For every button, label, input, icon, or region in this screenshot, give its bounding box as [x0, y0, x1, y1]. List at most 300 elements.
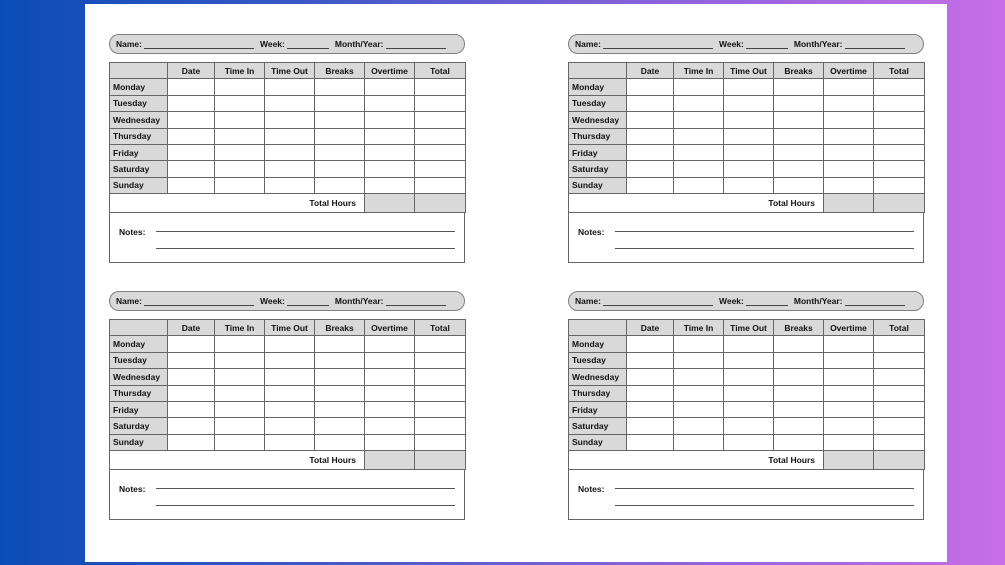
day-label: Sunday [569, 177, 627, 193]
day-label: Sunday [569, 434, 627, 450]
table-row [569, 369, 925, 385]
week-field[interactable] [746, 40, 788, 49]
timesheet-card-2 [568, 34, 924, 263]
notes-box[interactable] [109, 470, 465, 520]
overtime-cell[interactable] [824, 385, 874, 401]
time-out-cell[interactable] [265, 434, 315, 450]
time-in-cell[interactable] [674, 369, 724, 385]
table-header-row [569, 320, 925, 336]
time-out-cell[interactable] [724, 401, 774, 417]
total-cell[interactable] [874, 128, 925, 144]
overtime-cell[interactable] [365, 434, 415, 450]
total-overtime-cell[interactable] [365, 194, 415, 213]
time-out-cell[interactable] [724, 112, 774, 128]
time-in-cell[interactable] [215, 385, 265, 401]
date-cell[interactable] [168, 434, 215, 450]
day-label: Friday [569, 401, 627, 417]
table-row [569, 385, 925, 401]
date-cell[interactable] [627, 369, 674, 385]
time-in-cell[interactable] [674, 352, 724, 368]
time-in-cell[interactable] [674, 112, 724, 128]
time-in-cell[interactable] [674, 95, 724, 111]
total-cell[interactable] [874, 434, 925, 450]
overtime-cell[interactable] [365, 385, 415, 401]
date-cell[interactable] [168, 418, 215, 434]
col-header-total: Total [874, 63, 925, 79]
time-in-cell[interactable] [674, 336, 724, 352]
overtime-cell[interactable] [824, 352, 874, 368]
table-row [110, 352, 466, 368]
col-header-date: Date [627, 63, 674, 79]
total-cell[interactable] [874, 336, 925, 352]
day-label: Friday [569, 144, 627, 160]
name-field[interactable] [603, 297, 713, 306]
time-out-cell[interactable] [265, 128, 315, 144]
date-cell[interactable] [627, 418, 674, 434]
date-cell[interactable] [168, 112, 215, 128]
col-header-date: Date [627, 320, 674, 336]
breaks-cell[interactable] [774, 144, 824, 160]
timesheet-page [85, 4, 947, 562]
date-cell[interactable] [168, 79, 215, 95]
notes-label: Notes: [119, 227, 146, 238]
breaks-cell[interactable] [774, 128, 824, 144]
day-label: Tuesday [110, 95, 168, 111]
time-in-cell[interactable] [215, 352, 265, 368]
week-field[interactable] [287, 40, 329, 49]
total-hours-row [110, 194, 466, 213]
col-header-time-in: Time In [674, 63, 724, 79]
time-in-cell[interactable] [215, 434, 265, 450]
total-cell[interactable] [874, 95, 925, 111]
total-cell[interactable] [415, 161, 466, 177]
date-cell[interactable] [627, 385, 674, 401]
col-header-day [110, 63, 168, 79]
col-header-time-in: Time In [215, 320, 265, 336]
date-cell[interactable] [627, 177, 674, 193]
col-header-date: Date [168, 320, 215, 336]
day-label: Saturday [569, 418, 627, 434]
week-field[interactable] [746, 297, 788, 306]
overtime-cell[interactable] [365, 352, 415, 368]
time-out-cell[interactable] [724, 369, 774, 385]
overtime-cell[interactable] [824, 112, 874, 128]
total-cell[interactable] [415, 128, 466, 144]
total-overtime-cell[interactable] [824, 194, 874, 213]
notes-box[interactable] [568, 213, 924, 263]
time-out-cell[interactable] [265, 401, 315, 417]
card-header [109, 291, 465, 311]
total-overtime-cell[interactable] [365, 451, 415, 470]
day-label: Tuesday [110, 352, 168, 368]
notes-box[interactable] [109, 213, 465, 263]
breaks-cell[interactable] [774, 336, 824, 352]
overtime-cell[interactable] [365, 369, 415, 385]
breaks-cell[interactable] [315, 336, 365, 352]
overtime-cell[interactable] [365, 144, 415, 160]
day-label: Monday [569, 79, 627, 95]
notes-line [156, 505, 455, 506]
col-header-time-out: Time Out [724, 63, 774, 79]
breaks-cell[interactable] [315, 177, 365, 193]
breaks-cell[interactable] [774, 434, 824, 450]
total-overtime-cell[interactable] [824, 451, 874, 470]
breaks-cell[interactable] [315, 144, 365, 160]
notes-line [615, 231, 914, 232]
table-row [569, 177, 925, 193]
overtime-cell[interactable] [824, 79, 874, 95]
total-hours-label: Total Hours [110, 194, 365, 213]
total-cell[interactable] [415, 369, 466, 385]
time-out-cell[interactable] [724, 95, 774, 111]
table-row [569, 434, 925, 450]
date-cell[interactable] [627, 336, 674, 352]
week-label: Week: [259, 39, 285, 49]
total-hours-row [569, 451, 925, 470]
total-hours-label: Total Hours [110, 451, 365, 470]
notes-box[interactable] [568, 470, 924, 520]
total-cell[interactable] [874, 401, 925, 417]
overtime-cell[interactable] [824, 369, 874, 385]
table-row [110, 369, 466, 385]
breaks-cell[interactable] [315, 128, 365, 144]
time-in-cell[interactable] [674, 161, 724, 177]
time-out-cell[interactable] [265, 112, 315, 128]
table-row [569, 401, 925, 417]
total-cell[interactable] [415, 177, 466, 193]
time-out-cell[interactable] [724, 385, 774, 401]
notes-label: Notes: [578, 484, 605, 495]
day-label: Saturday [110, 418, 168, 434]
col-header-time-out: Time Out [265, 320, 315, 336]
date-cell[interactable] [168, 385, 215, 401]
date-cell[interactable] [627, 128, 674, 144]
week-label: Week: [718, 296, 744, 306]
notes-line [615, 505, 914, 506]
col-header-breaks: Breaks [774, 320, 824, 336]
total-hours-cell[interactable] [415, 451, 466, 470]
day-label: Friday [110, 144, 168, 160]
time-in-cell[interactable] [215, 95, 265, 111]
timesheet-table [109, 319, 466, 470]
time-in-cell[interactable] [215, 401, 265, 417]
overtime-cell[interactable] [824, 434, 874, 450]
time-out-cell[interactable] [724, 352, 774, 368]
breaks-cell[interactable] [774, 418, 824, 434]
col-header-total: Total [874, 320, 925, 336]
total-cell[interactable] [874, 112, 925, 128]
date-cell[interactable] [627, 401, 674, 417]
total-hours-cell[interactable] [874, 451, 925, 470]
time-in-cell[interactable] [674, 385, 724, 401]
time-in-cell[interactable] [674, 418, 724, 434]
col-header-time-in: Time In [215, 63, 265, 79]
total-cell[interactable] [415, 434, 466, 450]
table-row [110, 336, 466, 352]
month-year-field[interactable] [845, 40, 905, 49]
breaks-cell[interactable] [774, 369, 824, 385]
notes-line [156, 248, 455, 249]
table-row [110, 434, 466, 450]
table-row [569, 144, 925, 160]
overtime-cell[interactable] [365, 95, 415, 111]
table-row [110, 144, 466, 160]
time-in-cell[interactable] [674, 79, 724, 95]
breaks-cell[interactable] [774, 401, 824, 417]
time-in-cell[interactable] [674, 434, 724, 450]
time-out-cell[interactable] [265, 385, 315, 401]
total-cell[interactable] [874, 385, 925, 401]
total-cell[interactable] [874, 144, 925, 160]
breaks-cell[interactable] [774, 95, 824, 111]
day-label: Saturday [569, 161, 627, 177]
name-field[interactable] [144, 297, 254, 306]
name-field[interactable] [144, 40, 254, 49]
col-header-breaks: Breaks [774, 63, 824, 79]
total-hours-row [569, 194, 925, 213]
time-in-cell[interactable] [674, 177, 724, 193]
time-out-cell[interactable] [265, 79, 315, 95]
table-row [110, 385, 466, 401]
col-header-overtime: Overtime [365, 320, 415, 336]
day-label: Saturday [110, 161, 168, 177]
table-row [110, 177, 466, 193]
breaks-cell[interactable] [774, 112, 824, 128]
time-out-cell[interactable] [265, 177, 315, 193]
day-label: Thursday [110, 385, 168, 401]
overtime-cell[interactable] [824, 418, 874, 434]
overtime-cell[interactable] [365, 336, 415, 352]
date-cell[interactable] [627, 144, 674, 160]
date-cell[interactable] [168, 177, 215, 193]
total-cell[interactable] [415, 336, 466, 352]
breaks-cell[interactable] [315, 418, 365, 434]
breaks-cell[interactable] [315, 95, 365, 111]
overtime-cell[interactable] [824, 401, 874, 417]
col-header-total: Total [415, 63, 466, 79]
time-in-cell[interactable] [215, 369, 265, 385]
timesheet-card-3 [109, 291, 465, 520]
day-label: Friday [110, 401, 168, 417]
total-hours-row [110, 451, 466, 470]
day-label: Thursday [569, 128, 627, 144]
breaks-cell[interactable] [315, 79, 365, 95]
breaks-cell[interactable] [315, 385, 365, 401]
time-out-cell[interactable] [724, 177, 774, 193]
card-header [568, 34, 924, 54]
notes-line [615, 488, 914, 489]
col-header-time-out: Time Out [265, 63, 315, 79]
table-row [110, 401, 466, 417]
total-cell[interactable] [415, 401, 466, 417]
overtime-cell[interactable] [824, 128, 874, 144]
table-header-row [110, 63, 466, 79]
overtime-cell[interactable] [365, 128, 415, 144]
date-cell[interactable] [168, 161, 215, 177]
name-label: Name: [575, 39, 601, 49]
date-cell[interactable] [168, 352, 215, 368]
date-cell[interactable] [168, 336, 215, 352]
time-in-cell[interactable] [674, 401, 724, 417]
month-year-field[interactable] [845, 297, 905, 306]
total-cell[interactable] [874, 369, 925, 385]
total-cell[interactable] [874, 79, 925, 95]
date-cell[interactable] [168, 369, 215, 385]
total-cell[interactable] [415, 95, 466, 111]
overtime-cell[interactable] [365, 177, 415, 193]
name-label: Name: [116, 296, 142, 306]
breaks-cell[interactable] [315, 434, 365, 450]
month-year-label: Month/Year: [793, 39, 843, 49]
overtime-cell[interactable] [365, 161, 415, 177]
col-header-breaks: Breaks [315, 63, 365, 79]
time-out-cell[interactable] [724, 79, 774, 95]
total-hours-cell[interactable] [415, 194, 466, 213]
breaks-cell[interactable] [315, 352, 365, 368]
card-header [568, 291, 924, 311]
week-field[interactable] [287, 297, 329, 306]
time-out-cell[interactable] [265, 352, 315, 368]
time-out-cell[interactable] [265, 144, 315, 160]
breaks-cell[interactable] [315, 161, 365, 177]
table-header-row [110, 320, 466, 336]
total-cell[interactable] [415, 352, 466, 368]
col-header-time-out: Time Out [724, 320, 774, 336]
total-cell[interactable] [874, 352, 925, 368]
date-cell[interactable] [627, 352, 674, 368]
day-label: Wednesday [110, 112, 168, 128]
total-cell[interactable] [415, 385, 466, 401]
time-out-cell[interactable] [724, 418, 774, 434]
date-cell[interactable] [627, 161, 674, 177]
total-cell[interactable] [415, 79, 466, 95]
table-header-row [569, 63, 925, 79]
overtime-cell[interactable] [365, 401, 415, 417]
breaks-cell[interactable] [774, 385, 824, 401]
timesheet-table [568, 62, 925, 213]
breaks-cell[interactable] [774, 79, 824, 95]
time-out-cell[interactable] [265, 95, 315, 111]
time-in-cell[interactable] [215, 161, 265, 177]
week-label: Week: [259, 296, 285, 306]
name-label: Name: [575, 296, 601, 306]
col-header-overtime: Overtime [824, 320, 874, 336]
day-label: Monday [110, 79, 168, 95]
total-cell[interactable] [874, 161, 925, 177]
time-out-cell[interactable] [724, 336, 774, 352]
month-year-field[interactable] [386, 40, 446, 49]
time-in-cell[interactable] [674, 128, 724, 144]
total-cell[interactable] [874, 418, 925, 434]
time-in-cell[interactable] [215, 79, 265, 95]
month-year-label: Month/Year: [334, 296, 384, 306]
day-label: Thursday [569, 385, 627, 401]
time-in-cell[interactable] [215, 177, 265, 193]
table-row [110, 128, 466, 144]
day-label: Tuesday [569, 352, 627, 368]
timesheet-table [568, 319, 925, 470]
month-year-field[interactable] [386, 297, 446, 306]
time-out-cell[interactable] [265, 418, 315, 434]
name-label: Name: [116, 39, 142, 49]
time-out-cell[interactable] [265, 369, 315, 385]
time-in-cell[interactable] [674, 144, 724, 160]
time-out-cell[interactable] [724, 161, 774, 177]
day-label: Thursday [110, 128, 168, 144]
day-label: Monday [110, 336, 168, 352]
time-in-cell[interactable] [215, 128, 265, 144]
table-row [569, 161, 925, 177]
date-cell[interactable] [168, 128, 215, 144]
overtime-cell[interactable] [824, 95, 874, 111]
time-in-cell[interactable] [215, 418, 265, 434]
total-cell[interactable] [415, 112, 466, 128]
timesheet-table [109, 62, 466, 213]
table-row [569, 418, 925, 434]
table-row [110, 95, 466, 111]
notes-line [156, 231, 455, 232]
date-cell[interactable] [168, 95, 215, 111]
day-label: Wednesday [110, 369, 168, 385]
date-cell[interactable] [627, 112, 674, 128]
col-header-overtime: Overtime [365, 63, 415, 79]
time-out-cell[interactable] [265, 336, 315, 352]
breaks-cell[interactable] [774, 177, 824, 193]
time-out-cell[interactable] [265, 161, 315, 177]
breaks-cell[interactable] [774, 352, 824, 368]
overtime-cell[interactable] [365, 112, 415, 128]
breaks-cell[interactable] [315, 401, 365, 417]
date-cell[interactable] [627, 95, 674, 111]
time-in-cell[interactable] [215, 112, 265, 128]
total-cell[interactable] [874, 177, 925, 193]
col-header-overtime: Overtime [824, 63, 874, 79]
time-out-cell[interactable] [724, 434, 774, 450]
timesheet-card-1 [109, 34, 465, 263]
time-out-cell[interactable] [724, 128, 774, 144]
overtime-cell[interactable] [824, 161, 874, 177]
table-row [569, 352, 925, 368]
week-label: Week: [718, 39, 744, 49]
breaks-cell[interactable] [315, 369, 365, 385]
total-hours-cell[interactable] [874, 194, 925, 213]
date-cell[interactable] [168, 144, 215, 160]
breaks-cell[interactable] [315, 112, 365, 128]
day-label: Sunday [110, 177, 168, 193]
overtime-cell[interactable] [824, 144, 874, 160]
overtime-cell[interactable] [824, 177, 874, 193]
breaks-cell[interactable] [774, 161, 824, 177]
day-label: Monday [569, 336, 627, 352]
table-row [110, 418, 466, 434]
table-row [569, 112, 925, 128]
name-field[interactable] [603, 40, 713, 49]
overtime-cell[interactable] [365, 418, 415, 434]
date-cell[interactable] [627, 79, 674, 95]
day-label: Wednesday [569, 112, 627, 128]
total-cell[interactable] [415, 418, 466, 434]
time-in-cell[interactable] [215, 144, 265, 160]
date-cell[interactable] [627, 434, 674, 450]
date-cell[interactable] [168, 401, 215, 417]
total-cell[interactable] [415, 144, 466, 160]
time-in-cell[interactable] [215, 336, 265, 352]
card-header [109, 34, 465, 54]
overtime-cell[interactable] [365, 79, 415, 95]
overtime-cell[interactable] [824, 336, 874, 352]
month-year-label: Month/Year: [334, 39, 384, 49]
time-out-cell[interactable] [724, 144, 774, 160]
